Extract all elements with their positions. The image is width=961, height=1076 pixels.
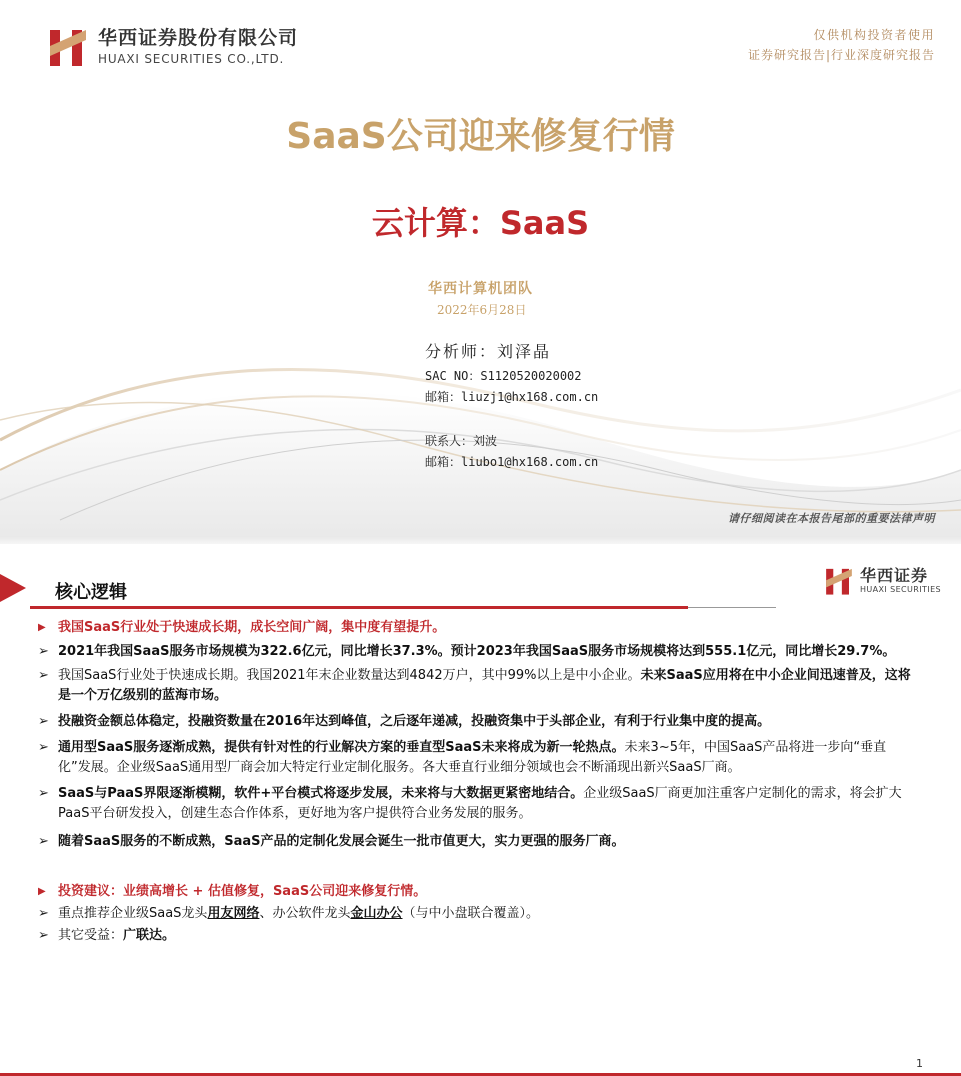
bullet-list [38, 618, 918, 946]
huaxi-logo-small-icon [826, 566, 852, 596]
chevron-icon: ➢ [38, 786, 49, 801]
chevron-icon: ➢ [38, 906, 49, 921]
investment-heading: ▶ 投资建议：业绩高增长 + 估值修复，SaaS公司迎来修复行情。 [38, 882, 918, 902]
chevron-icon: ➢ [38, 714, 49, 729]
section-rule [30, 606, 688, 609]
section-rule-gray [688, 607, 776, 608]
report-type-block [748, 26, 935, 64]
chevron-icon: ➢ [38, 668, 49, 683]
contact-email: 邮箱：liubo1@hx168.com.cn [425, 455, 599, 469]
list-item: ➢ 2021年我国SaaS服务市场规模为322.6亿元，同比增长37.3%。预计2023年我国SaaS服务市场规模将达到555.1亿元，同比增长29.7%。 [38, 642, 918, 662]
section-marker-icon [0, 574, 26, 602]
analyst-name: 分析师：刘泽晶 [425, 342, 552, 361]
list-item: ➢ 重点推荐企业级SaaS龙头用友网络、办公软件龙头金山办公（与中小盘联合覆盖）。 [38, 904, 918, 924]
report-date: 2022年6月28日 [437, 303, 527, 317]
chevron-icon: ➢ [38, 928, 49, 943]
list-item: ➢ 随着SaaS服务的不断成熟，SaaS产品的定制化发展会诞生一批市值更大，实力更强的服务厂商。 [38, 832, 918, 852]
page-number: 1 [916, 1057, 923, 1070]
company-logo [50, 26, 298, 68]
chevron-icon: ➢ [38, 834, 49, 849]
sac-number: SAC NO：S1120520020002 [425, 369, 582, 383]
core-logic-page [0, 546, 961, 1076]
list-item: ➢ 通用型SaaS服务逐渐成熟，提供有针对性的行业解决方案的垂直型SaaS未来将成为新一轮热点。未来3~5年，中国SaaS产品将进一步向“垂直化”发展。企业级SaaS通用型厂商会加大特定行业定制化服务。各大垂直行业细分领域也会不断涌现出新兴SaaS厂商。 [38, 740, 887, 775]
page-logo [826, 566, 941, 596]
list-item: ➢ SaaS与PaaS界限逐渐模糊，软件+平台模式将逐步发展，未来将与大数据更紧密地结合。企业级SaaS厂商更加注重客户定制化的需求，将会扩大PaaS平台研发投入，创建生态合作体系，更好地为客户提供符合业务发展的服务。 [38, 786, 902, 821]
report-category: 证券研究报告|行业深度研究报告 [747, 48, 935, 62]
list-item: ➢ 投融资金额总体稳定，投融资数量在2016年达到峰值，之后逐年递减，投融资集中于头部企业，有利于行业集中度的提高。 [38, 712, 918, 732]
bullet-heading: ▶ 我国SaaS行业处于快速成长期，成长空间广阔，集中度有望提升。 [38, 618, 918, 638]
list-item: ➢ 其它受益：广联达。 [38, 926, 918, 946]
red-arrow-icon: ▶ [38, 886, 46, 897]
contact-name: 联系人：刘波 [425, 434, 498, 448]
chevron-icon: ➢ [38, 644, 49, 659]
red-arrow-icon: ▶ [38, 622, 46, 633]
report-subtitle: 云计算：SaaS [371, 204, 590, 242]
huaxi-logo-icon [50, 26, 86, 68]
audience-note: 仅供机构投资者使用 [813, 28, 935, 42]
logo-name-cn: 华西证券股份有限公司 [98, 27, 299, 49]
legal-disclaimer: 请仔细阅读在本报告尾部的重要法律声明 [728, 512, 935, 525]
section-title: 核心逻辑 [55, 582, 127, 603]
logo-small-en: HUAXI SECURITIES [860, 585, 941, 594]
team-name: 华西计算机团队 [428, 281, 533, 297]
page-separator [0, 536, 961, 544]
logo-small-cn: 华西证券 [860, 566, 929, 585]
analyst-email: 邮箱：liuzj1@hx168.com.cn [425, 390, 599, 404]
list-item: ➢ 我国SaaS行业处于快速成长期。我国2021年末企业数量达到4842万户，其中99%以上是中小企业。未来SaaS应用将在中小企业间迅速普及，这将是一个万亿级别的蓝海市场。 [38, 668, 911, 703]
logo-name-en: HUAXI SECURITIES CO.,LTD. [98, 52, 285, 66]
report-title: SaaS公司迎来修复行情 [286, 116, 675, 157]
chevron-icon: ➢ [38, 740, 49, 755]
